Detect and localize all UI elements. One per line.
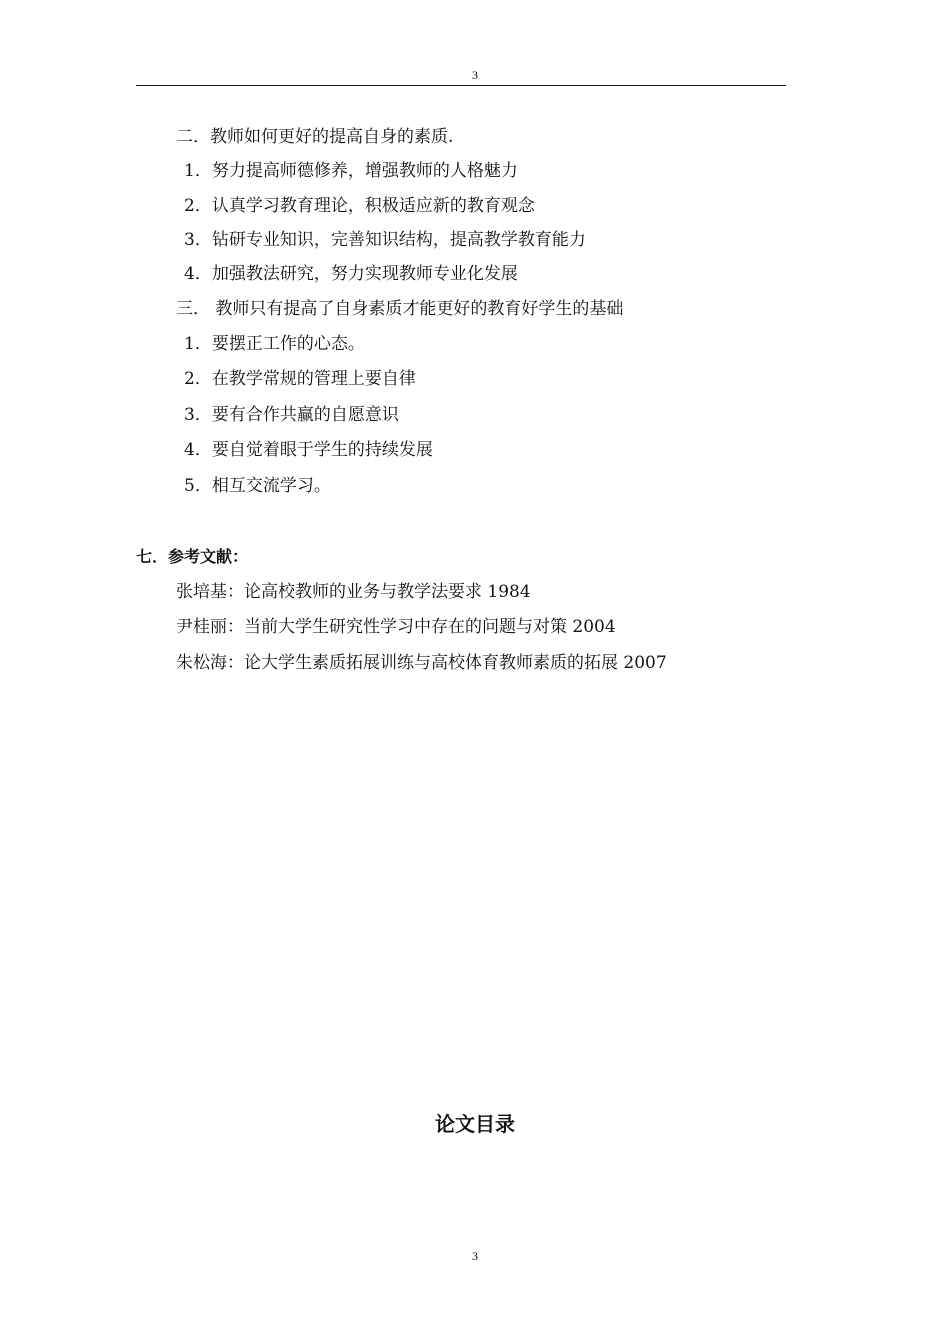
list-item: 4．要自觉着眼于学生的持续发展 bbox=[184, 440, 433, 460]
list-item: 1．要摆正工作的心态。 bbox=[184, 334, 365, 354]
section-three-heading: 三． 教师只有提高了自身素质才能更好的教育好学生的基础 bbox=[176, 299, 624, 319]
list-item: 3．钻研专业知识，完善知识结构，提高教学教育能力 bbox=[184, 230, 586, 250]
list-item: 2．在教学常规的管理上要自律 bbox=[184, 369, 416, 389]
header-divider bbox=[136, 85, 786, 86]
toc-title: 论文目录 bbox=[435, 1112, 515, 1136]
section-two-heading: 二．教师如何更好的提高自身的素质. bbox=[176, 127, 454, 147]
references-heading: 七．参考文献： bbox=[136, 547, 249, 566]
footer-page-number: 3 bbox=[472, 1249, 478, 1263]
reference-item: 朱松海：论大学生素质拓展训练与高校体育教师素质的拓展 2007 bbox=[176, 653, 667, 673]
list-item: 2．认真学习教育理论，积极适应新的教育观念 bbox=[184, 196, 535, 216]
reference-item: 张培基：论高校教师的业务与教学法要求 1984 bbox=[176, 582, 531, 602]
list-item: 3．要有合作共赢的自愿意识 bbox=[184, 405, 399, 425]
list-item: 1．努力提高师德修养，增强教师的人格魅力 bbox=[184, 161, 518, 181]
list-item: 5．相互交流学习。 bbox=[184, 476, 331, 496]
list-item: 4．加强教法研究，努力实现教师专业化发展 bbox=[184, 264, 518, 284]
reference-item: 尹桂丽：当前大学生研究性学习中存在的问题与对策 2004 bbox=[176, 617, 616, 637]
header-page-number: 3 bbox=[472, 68, 478, 82]
